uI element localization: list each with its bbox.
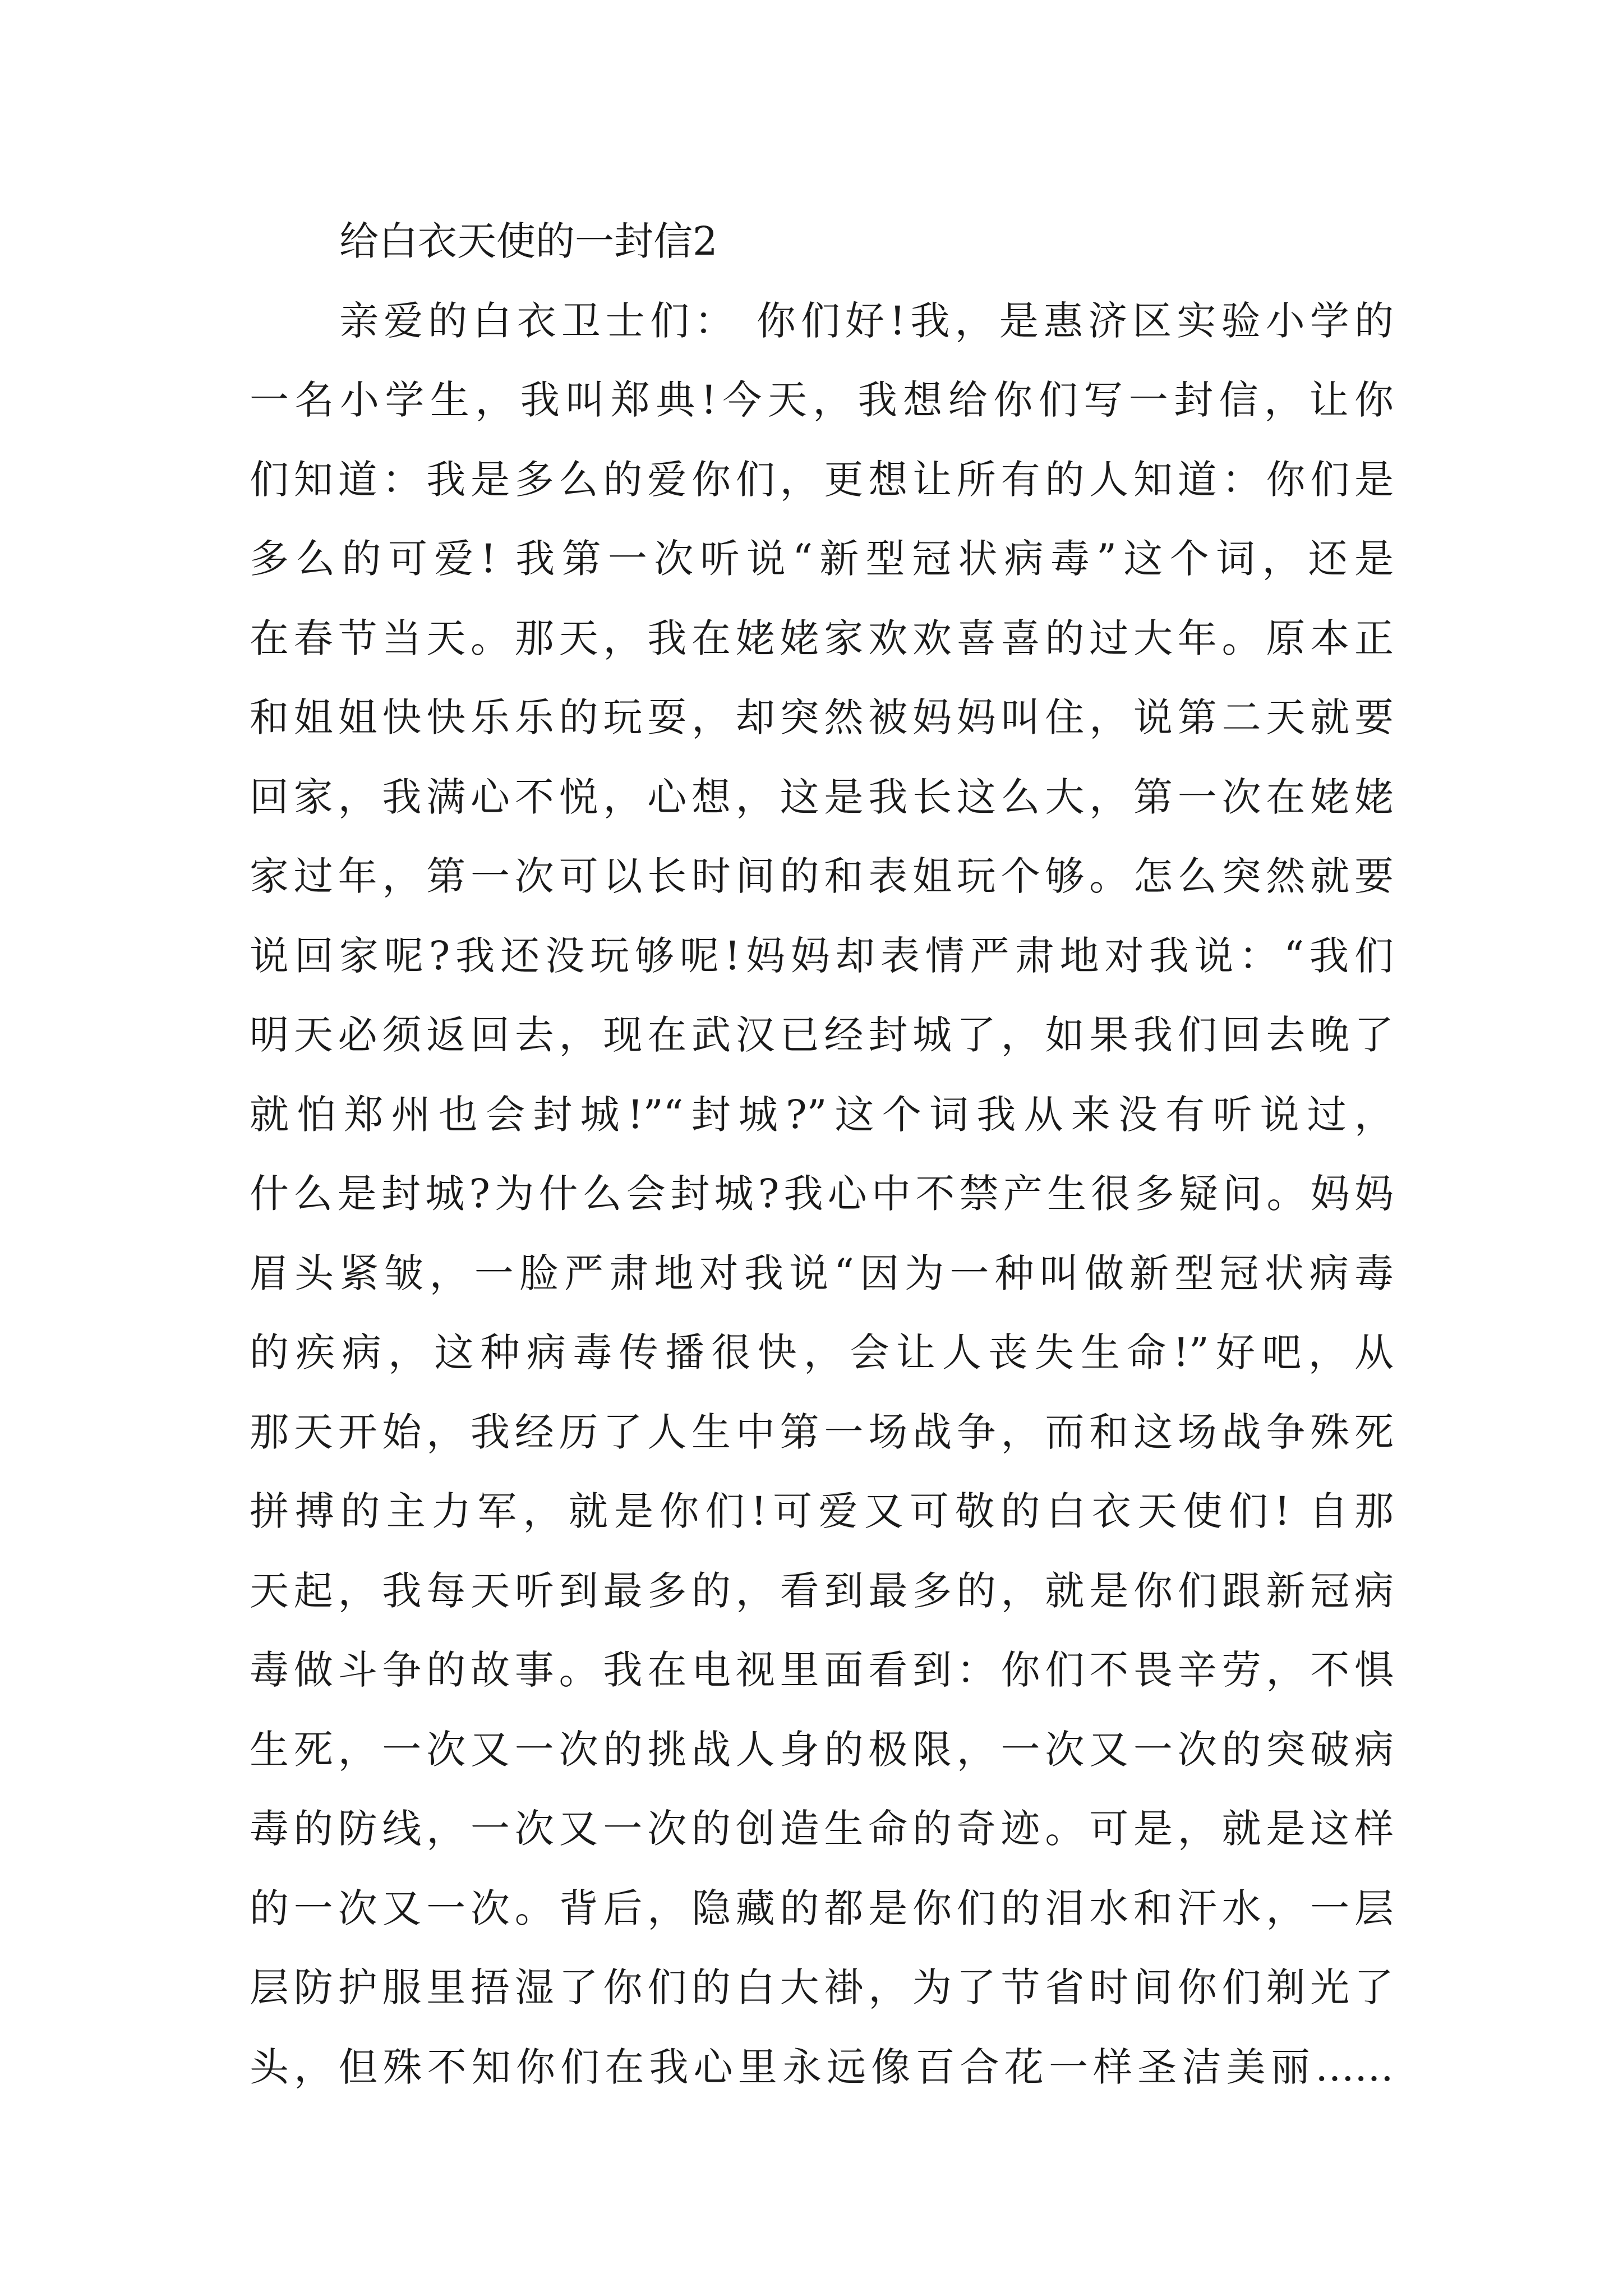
text-line-6: 和姐姐快快乐乐的玩耍，却突然被妈妈叫住，说第二天就要 <box>250 694 1394 740</box>
text-line-15: 那天开始，我经历了人生中第一场战争，而和这场战争殊死 <box>250 1409 1394 1455</box>
text-line-22: 层防护服里捂湿了你们的白大褂，为了节省时间你们剃光了 <box>250 1964 1394 2010</box>
text-line-16: 拼搏的主力军，就是你们!可爱又可敬的白衣天使们! 自那 <box>250 1488 1394 1534</box>
text-line-23: 头，但殊不知你们在我心里永远像百合花一样圣洁美丽…… <box>250 2044 1394 2090</box>
text-line-21: 的一次又一次。背后，隐藏的都是你们的泪水和汗水，一层 <box>250 1885 1394 1931</box>
text-line-2: 一名小学生，我叫郑典!今天，我想给你们写一封信，让你 <box>250 377 1394 423</box>
text-line-1: 亲爱的白衣卫士们： 你们好!我，是惠济区实验小学的 <box>339 297 1394 344</box>
text-line-13: 眉头紧皱，一脸严肃地对我说“因为一种叫做新型冠状病毒 <box>250 1250 1394 1296</box>
text-line-5: 在春节当天。那天，我在姥姥家欢欢喜喜的过大年。原本正 <box>250 615 1394 661</box>
text-line-11: 就怕郑州也会封城!”“封城?”这个词我从来没有听说过， <box>250 1091 1394 1138</box>
text-line-3: 们知道：我是多么的爱你们，更想让所有的人知道：你们是 <box>250 456 1394 503</box>
text-line-14: 的疾病，这种病毒传播很快，会让人丧失生命!”好吧，从 <box>250 1329 1394 1375</box>
text-line-7: 回家，我满心不悦，心想，这是我长这么大，第一次在姥姥 <box>250 774 1394 820</box>
text-line-4: 多么的可爱! 我第一次听说“新型冠状病毒”这个词，还是 <box>250 536 1394 582</box>
text-line-8: 家过年，第一次可以长时间的和表姐玩个够。怎么突然就要 <box>250 853 1394 899</box>
text-line-17: 天起，我每天听到最多的，看到最多的，就是你们跟新冠病 <box>250 1567 1394 1614</box>
document-title: 给白衣天使的一封信2 <box>339 218 718 264</box>
letter-body <box>250 202 1394 2107</box>
text-line-18: 毒做斗争的故事。我在电视里面看到：你们不畏辛劳，不惧 <box>250 1647 1394 1693</box>
text-line-9: 说回家呢?我还没玩够呢!妈妈却表情严肃地对我说：“我们 <box>250 932 1394 979</box>
text-line-12: 什么是封城?为什么会封城?我心中不禁产生很多疑问。妈妈 <box>250 1171 1394 1217</box>
text-line-10: 明天必须返回去，现在武汉已经封城了，如果我们回去晚了 <box>250 1012 1394 1058</box>
text-line-19: 生死，一次又一次的挑战人身的极限，一次又一次的突破病 <box>250 1726 1394 1773</box>
text-line-20: 毒的防线，一次又一次的创造生命的奇迹。可是，就是这样 <box>250 1806 1394 1852</box>
